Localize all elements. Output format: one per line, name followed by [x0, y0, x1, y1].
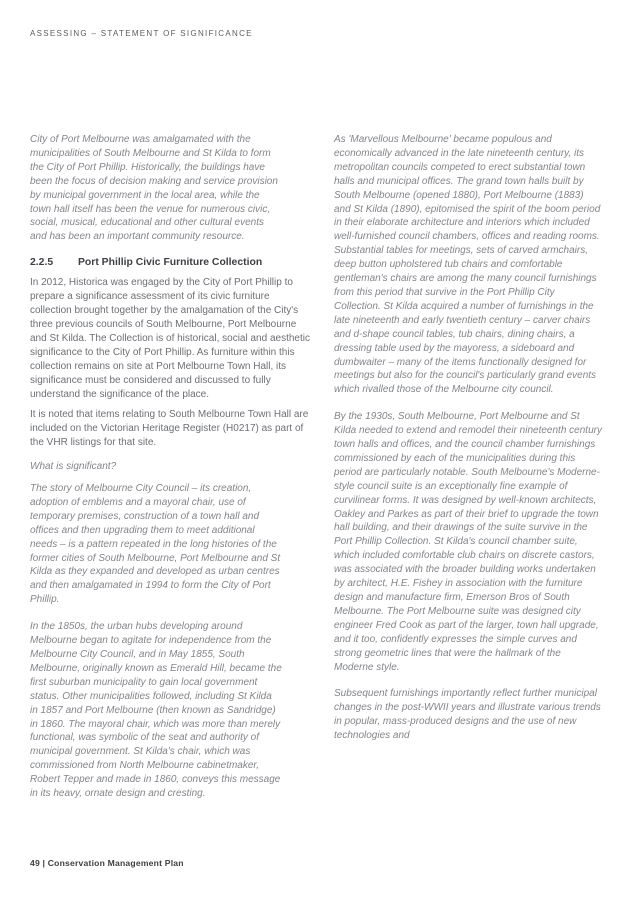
intro-significance-paragraph: City of Port Melbourne was amalgamated with the municipalities of South Melbourne and St Kilda to form the City of Port Phillip. Historically, the buildings have been the focus of decision making and service provision by municipal government in the local area, while the town hall itself has been the venue for numerous civic, social, musical, educational and other cultural events and has been an important community resource.: [30, 134, 278, 243]
two-column-body: [30, 133, 618, 814]
section-number: 2.2.5: [30, 257, 54, 269]
section-title: Port Phillip Civic Furniture Collection: [78, 257, 263, 269]
quote-paragraph-subsequent-furnishings: Subsequent furnishings importantly reflect further municipal changes in the post-WWII years and illustrate various trends in popular, mass-produced designs and the use of new technologies and: [334, 688, 601, 742]
running-header: ASSESSING – STATEMENT OF SIGNIFICANCE: [30, 29, 253, 38]
page-footer: 49 | Conservation Management Plan: [30, 858, 184, 868]
body-paragraph-vhr-note: It is noted that items relating to South Melbourne Town Hall are included on the Victorian Heritage Register (H0217) as part of the VHR listings for that site.: [30, 409, 309, 449]
right-column: [334, 133, 618, 814]
quote-paragraph-1930s: By the 1930s, South Melbourne, Port Melbourne and St Kilda needed to extend and remodel their nineteenth century town halls and offices, and the council chamber furnishings commissioned by each of the municipalities during this period are particularly notable. South Melbourne's Moderne-style council suite is an exceptionally fine example of curvilinear forms. It was designed by well-known architects, Oakley and Parkes as part of their brief to upgrade the town hall building, and their drawings of the suite survive in the Port Phillip Collection. St Kilda's council chamber suite, which included comfortable club chairs on discrete castors, was associated with the broader building works undertaken by architect, H.E. Fishey in association with the furniture design and manufacture firm, Emerson Bros of South Melbourne. The Port Melbourne suite was designed city engineer Fred Cook as part of the larger, town hall upgrade, and it too, confidently expresses the simple curves and strong geometric lines that were the hallmark of the Moderne style.: [334, 411, 602, 673]
section-heading: [30, 256, 314, 270]
question-heading: What is significant?: [30, 461, 117, 473]
body-paragraph-historica: In 2012, Historica was engaged by the City of Port Phillip to prepare a significance assessment of its civic furniture collection brought together by the amalgamation of the City's three previous councils of South Melbourne, Port Melbourne and St Kilda. The Collection is of historical, social and aesthetic significance to the City of Port Phillip. As furniture within this collection remains on site at Port Melbourne Town Hall, its significance must be considered and discussed to fully understand the significance of the place.: [30, 277, 310, 400]
quote-paragraph-council-story: The story of Melbourne City Council – its creation, adoption of emblems and a mayoral chair, use of temporary premises, construction of a town hall and offices and then upgrading them to meet additional needs – is a pattern repeated in the long histories of the former cities of South Melbourne, Port Melbourne and St Kilda as they expanded and developed as urban centres and then amalgamated in 1994 to form the City of Port Phillip.: [30, 483, 281, 606]
quote-paragraph-marvellous-melbourne: As 'Marvellous Melbourne' became populous and economically advanced in the late nineteenth century, its metropolitan councils competed to erect substantial town halls and municipal offices. The grand town halls built by South Melbourne (opened 1880), Port Melbourne (1883) and St Kilda (1890), epitomised the spirit of the boom period in their elaborate architecture and interiors which included well-furnished council chambers, offices and reading rooms. Substantial tables for meetings, sets of carved armchairs, deep button upholstered tub chairs and comfortable gentleman's chairs are among the many council furnishings from this period that survive in the Port Phillip City Collection. St Kilda acquired a number of furnishings in the late nineteenth and early twentieth century – carver chairs and d-shape council tables, tub chairs, dining chairs, a dressing table used by the mayoress, a sideboard and dumbwaiter – many of the items functionally designed for meetings but also for the council's particularly grand events which rivalled those of the Melbourne city council.: [334, 134, 601, 396]
quote-paragraph-1850s: In the 1850s, the urban hubs developing around Melbourne began to agitate for independence from the Melbourne City Council, and in May 1855, South Melbourne, originally known as Emerald Hill, became the first suburban municipality to gain local government status. Other municipalities followed, including St Kilda in 1857 and Port Melbourne (then known as Sandridge) in 1860. The mayoral chair, which was more than merely functional, was symbolic of the seat and authority of municipal government. St Kilda's chair, which was commissioned from North Melbourne cabinetmaker, Robert Tepper and made in 1860, conveys this message in its heavy, ornate design and cresting.: [30, 621, 282, 800]
left-column: [30, 133, 314, 814]
